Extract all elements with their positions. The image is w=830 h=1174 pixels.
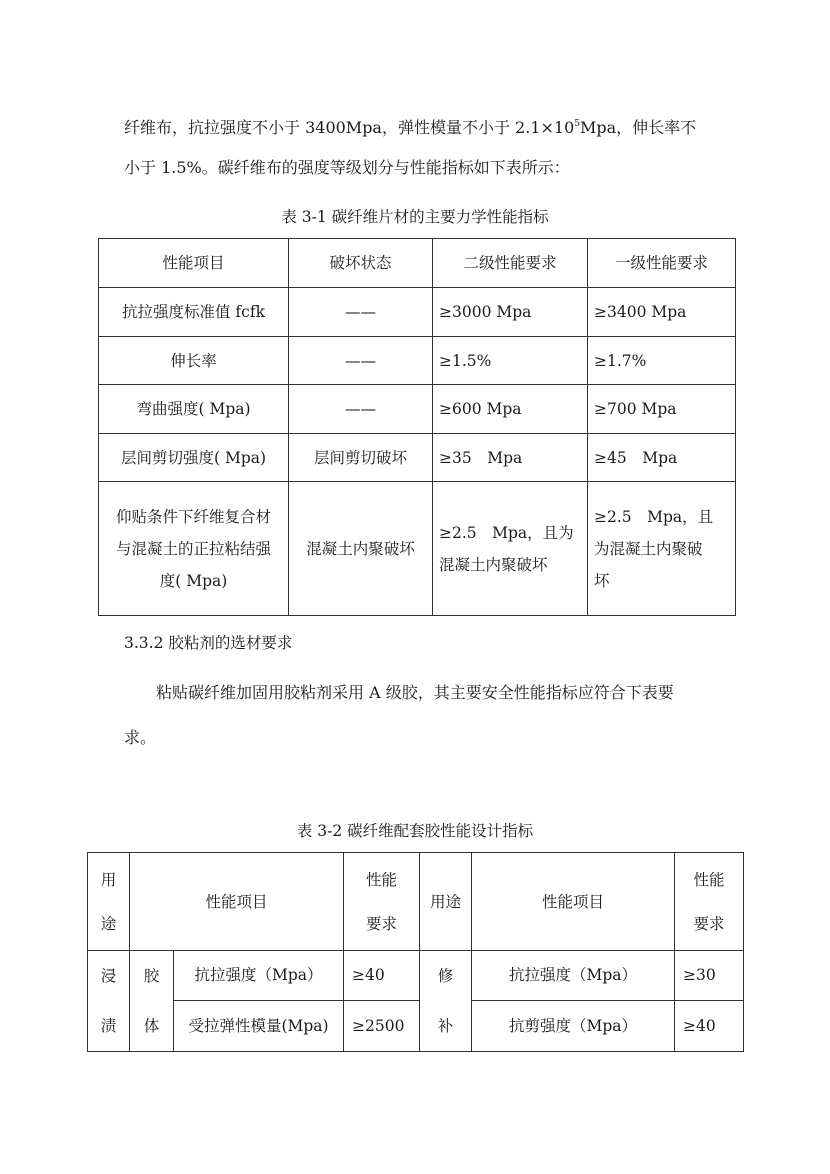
table-cell: ≥2500: [344, 1000, 420, 1051]
table-cell: [99, 482, 289, 616]
cell-line: 性能: [693, 870, 725, 889]
table-cell: 层间剪切破坏: [289, 434, 433, 482]
cell-line: 度( Mpa): [159, 571, 228, 590]
header-cell: [88, 853, 130, 951]
table-cell: 受拉弹性模量(Mpa): [174, 1000, 344, 1051]
table-row: [99, 288, 736, 337]
table-cell: 抗拉强度标准值 fcfk: [99, 288, 289, 337]
table-cell: 弯曲强度( Mpa): [99, 385, 289, 434]
table-header-row: [99, 239, 736, 288]
cell-line: 用: [100, 870, 117, 889]
table-cell: ≥1.5%: [433, 337, 588, 385]
table-cell: ≥600 Mpa: [433, 385, 588, 434]
cell-line: 性能: [366, 870, 398, 889]
cell-line: 浸: [100, 967, 117, 985]
table-cell: 抗拉强度（Mpa）: [174, 951, 344, 1001]
table-cell: ≥35 Mpa: [433, 434, 588, 482]
table-header-row: [88, 853, 744, 951]
table-row: [88, 951, 744, 1001]
group-cell: [420, 951, 472, 1052]
table-cell: ≥40: [675, 1000, 744, 1051]
header-cell: 性能项目: [99, 239, 289, 288]
table-row: [99, 482, 736, 616]
cell-line: 要求: [366, 914, 398, 933]
group-cell: [88, 951, 130, 1052]
paragraph-2-line-2: 求。: [124, 728, 157, 747]
cell-line: 胶: [143, 967, 160, 985]
table-carbon-fiber-properties: [98, 238, 736, 616]
section-heading: 3.3.2 胶粘剂的选材要求: [124, 634, 293, 652]
table-row: [99, 434, 736, 482]
table-cell: ——: [289, 385, 433, 434]
table-cell: ——: [289, 337, 433, 385]
paragraph-1-line-1: [124, 113, 724, 139]
cell-line: ≥2.5 Mpa，且: [594, 507, 714, 526]
table-cell: ≥30: [675, 951, 744, 1001]
header-cell: 二级性能要求: [433, 239, 588, 288]
superscript: 5: [574, 119, 581, 129]
cell-line: 补: [437, 1017, 454, 1035]
table-cell: ≥3000 Mpa: [433, 288, 588, 337]
text-span: 纤维布，抗拉强度不小于 3400Mpa，弹性模量不小于 2.1×10: [124, 118, 575, 137]
cell-line: 渍: [100, 1017, 117, 1035]
header-cell: [344, 853, 420, 951]
table-cell: 混凝土内聚破坏: [289, 482, 433, 616]
table-cell: [588, 482, 736, 616]
table-row: [88, 1000, 744, 1051]
table-cell: ≥3400 Mpa: [588, 288, 736, 337]
table2-caption: 表 3-2 碳纤维配套胶性能设计指标: [296, 822, 534, 840]
table-cell: ——: [289, 288, 433, 337]
table-row: [99, 385, 736, 434]
header-cell: 破坏状态: [289, 239, 433, 288]
cell-line: 仰贴条件下纤维复合材: [115, 507, 271, 526]
cell-line: 为混凝土内聚破: [594, 539, 703, 558]
table-cell: 抗剪强度（Mpa）: [472, 1000, 675, 1051]
table-cell: 抗拉强度（Mpa）: [472, 951, 675, 1001]
paragraph-1-line-2: 小于 1.5%。碳纤维布的强度等级划分与性能指标如下表所示：: [124, 158, 570, 177]
cell-line: 途: [100, 914, 117, 933]
text-span: Mpa，伸长率不: [580, 118, 697, 137]
table-cell: [433, 482, 588, 616]
table-adhesive-properties: [87, 852, 744, 1052]
header-cell: 性能项目: [472, 853, 675, 951]
header-cell: 性能项目: [130, 853, 344, 951]
table-cell: ≥45 Mpa: [588, 434, 736, 482]
cell-line: 与混凝土的正拉粘结强: [115, 539, 271, 558]
paragraph-2-line-1: 粘贴碳纤维加固用胶粘剂采用 A 级胶，其主要安全性能指标应符合下表要: [156, 683, 674, 702]
header-cell: [675, 853, 744, 951]
header-cell: 一级性能要求: [588, 239, 736, 288]
cell-line: 混凝土内聚破坏: [439, 555, 548, 574]
cell-line: 要求: [693, 914, 725, 933]
table-cell: ≥40: [344, 951, 420, 1001]
table-cell: 层间剪切强度( Mpa): [99, 434, 289, 482]
subgroup-cell: [130, 951, 174, 1052]
table1-caption: 表 3-1 碳纤维片材的主要力学性能指标: [281, 208, 549, 226]
cell-line: 修: [437, 967, 454, 985]
header-cell: 用途: [420, 853, 472, 951]
cell-line: 体: [143, 1017, 160, 1035]
table-cell: ≥700 Mpa: [588, 385, 736, 434]
table-cell: ≥1.7%: [588, 337, 736, 385]
table-row: [99, 337, 736, 385]
cell-line: ≥2.5 Mpa，且为: [439, 523, 574, 542]
cell-line: 坏: [594, 571, 610, 590]
table-cell: 伸长率: [99, 337, 289, 385]
